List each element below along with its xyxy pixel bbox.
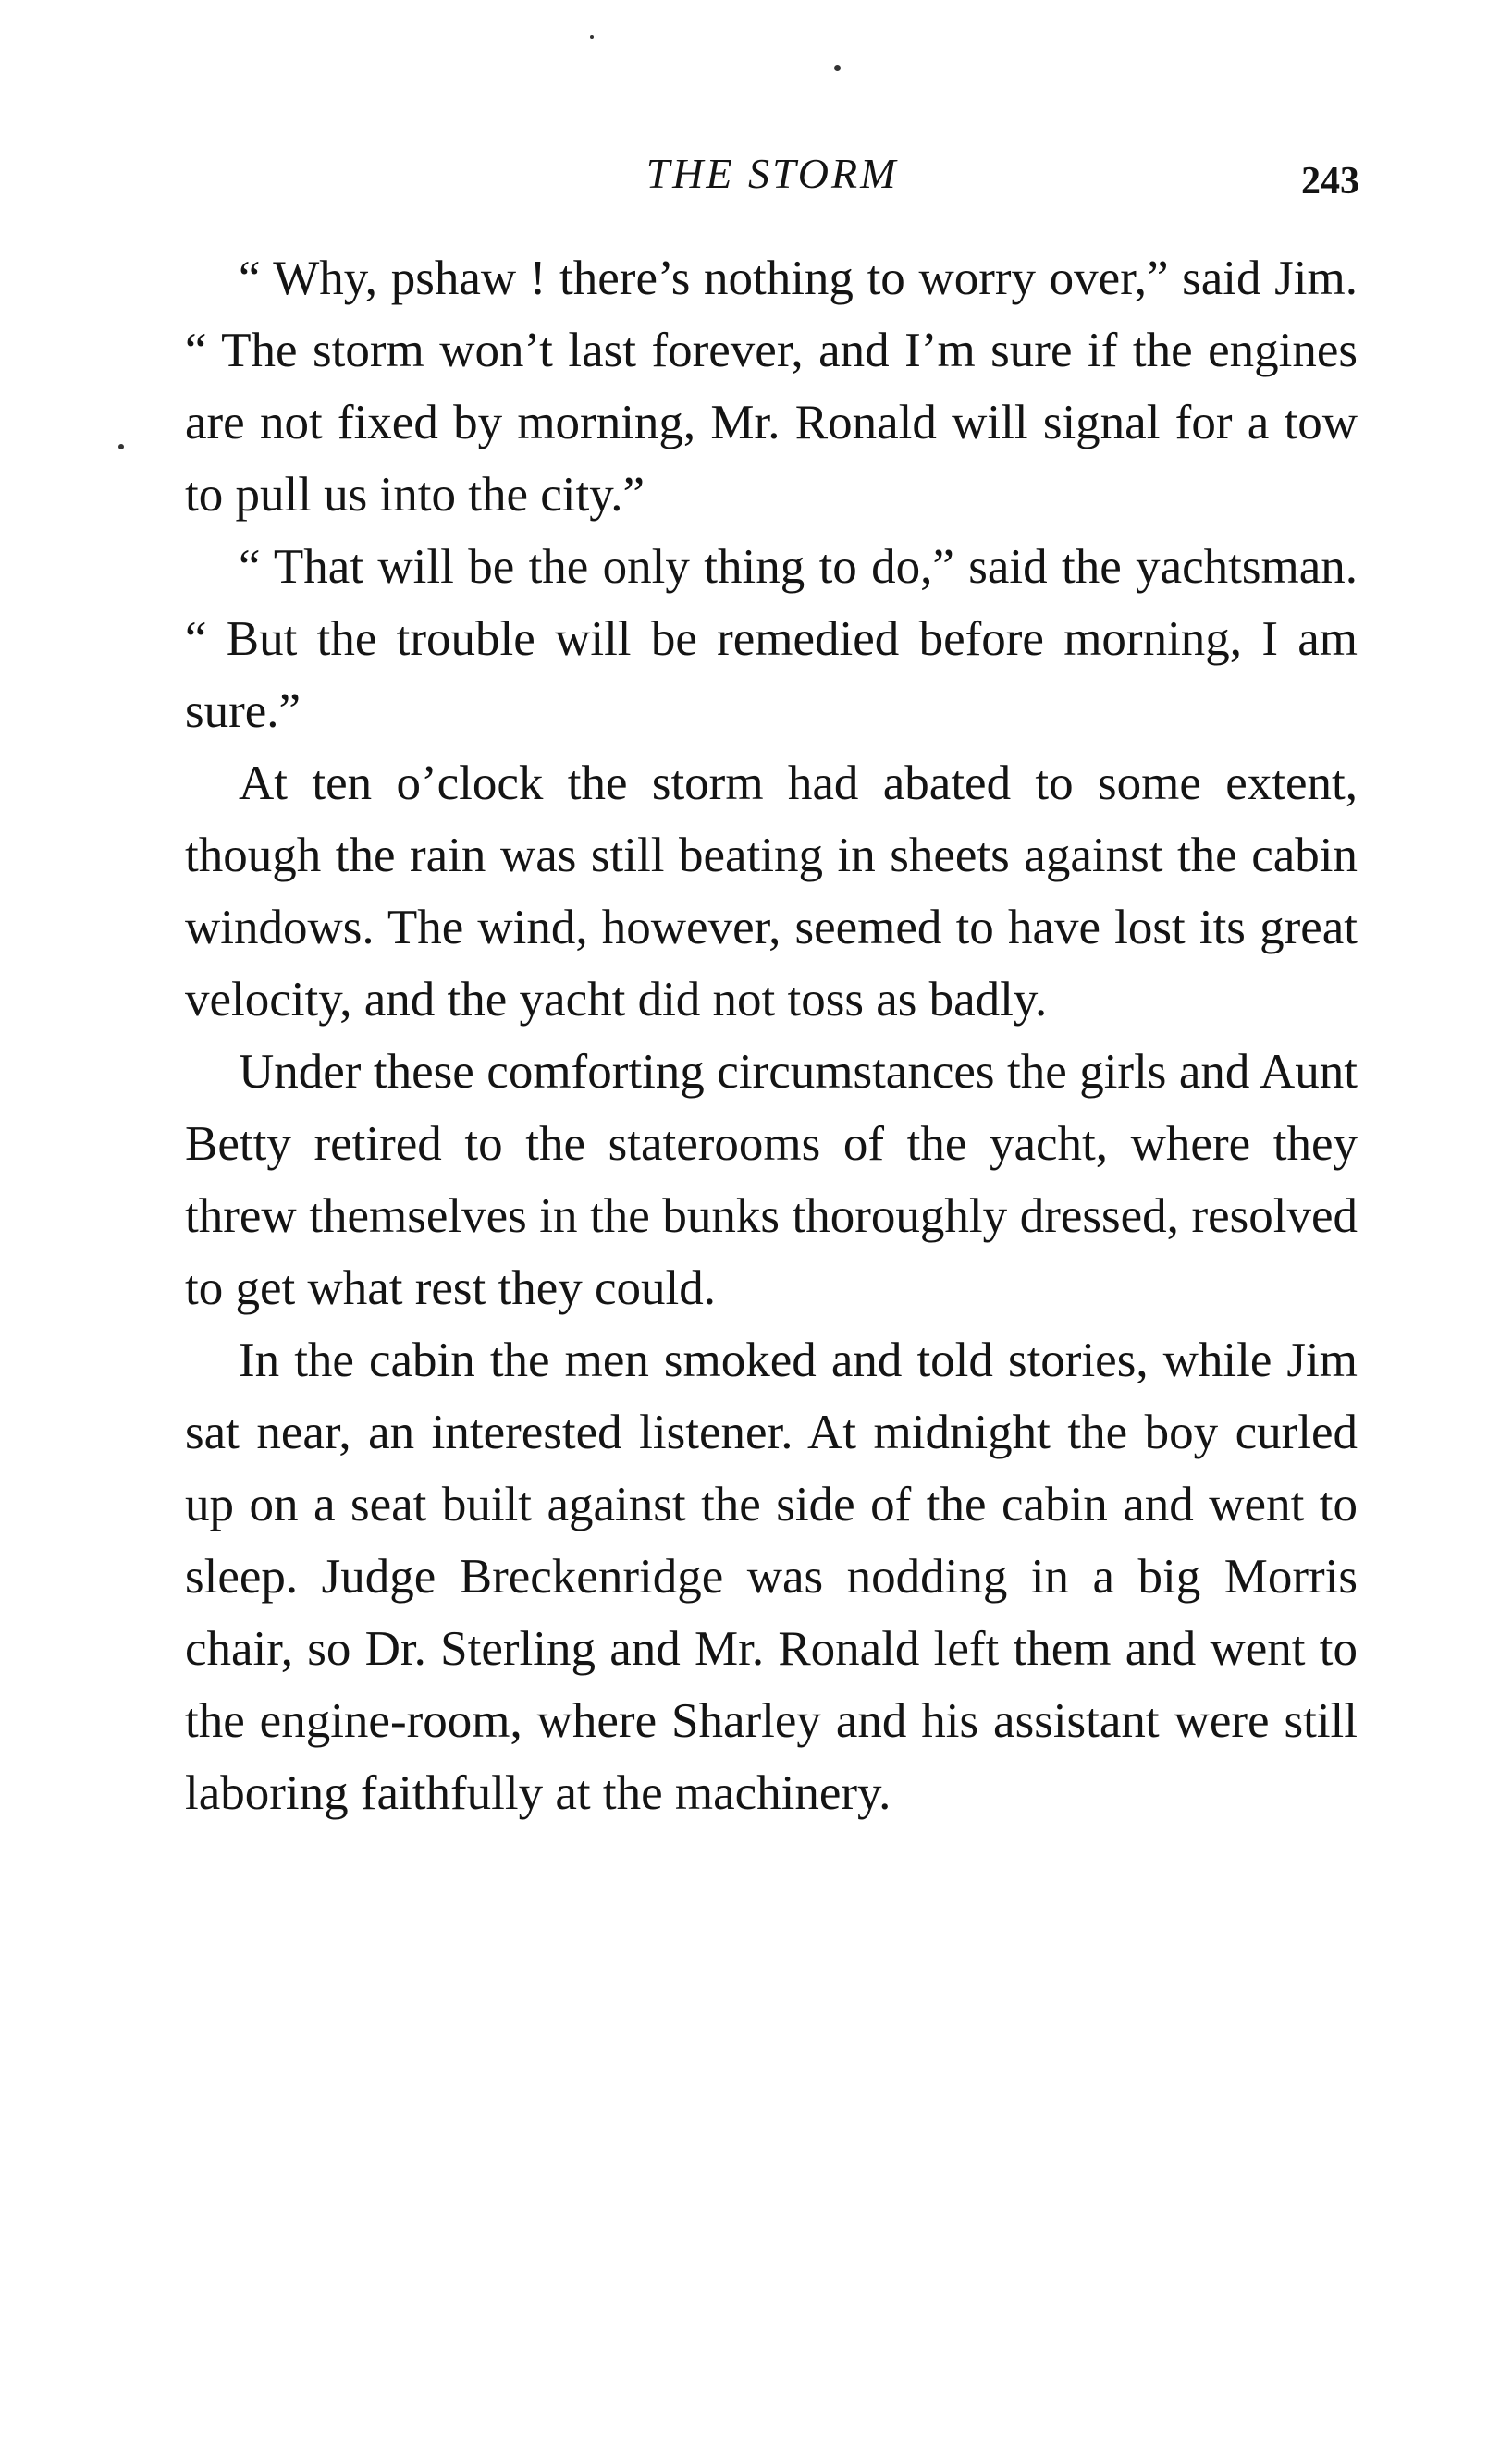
paragraph: At ten o’clock the storm had abated to some extent, though the rain was still beating in sheets against the cabin windows. The wind, however, seemed to have lost its great velocity, and the yacht did not toss as badly.	[185, 756, 1358, 1027]
paragraph: “ That will be the only thing to do,” said the yachtsman. “ But the trouble will be remedied before morning, I am sure.”	[185, 540, 1358, 738]
paragraph: In the cabin the men smoked and told stories, while Jim sat near, an interested listener. At midnight the boy curled up on a seat built against the side of the cabin and went to sleep. Judge Breckenridge was nodding in a big Morris chair, so Dr. Sterling and Mr. Ronald left them and went to the engine-room, where Sharley and his assistant were still laboring faithfully at the machinery.	[185, 1334, 1358, 1820]
page-number: 243	[1301, 160, 1359, 203]
print-speck	[118, 444, 124, 449]
paragraph: “ Why, pshaw ! there’s nothing to worry over,” said Jim. “ The storm won’t last forever, and I’m sure if the engines are not fixed by morning, Mr. Ronald will signal for a tow to pull us into the city.”	[185, 252, 1358, 522]
print-speck	[834, 65, 841, 71]
body-text	[185, 242, 1358, 1829]
paragraph: Under these comforting circumstances the girls and Aunt Betty retired to the staterooms of the yacht, where they threw themselves in the bunks thoroughly dressed, resolved to get what rest they could.	[185, 1045, 1358, 1315]
running-header	[185, 146, 1359, 202]
print-speck	[590, 35, 594, 39]
running-title: THE STORM	[645, 150, 899, 197]
